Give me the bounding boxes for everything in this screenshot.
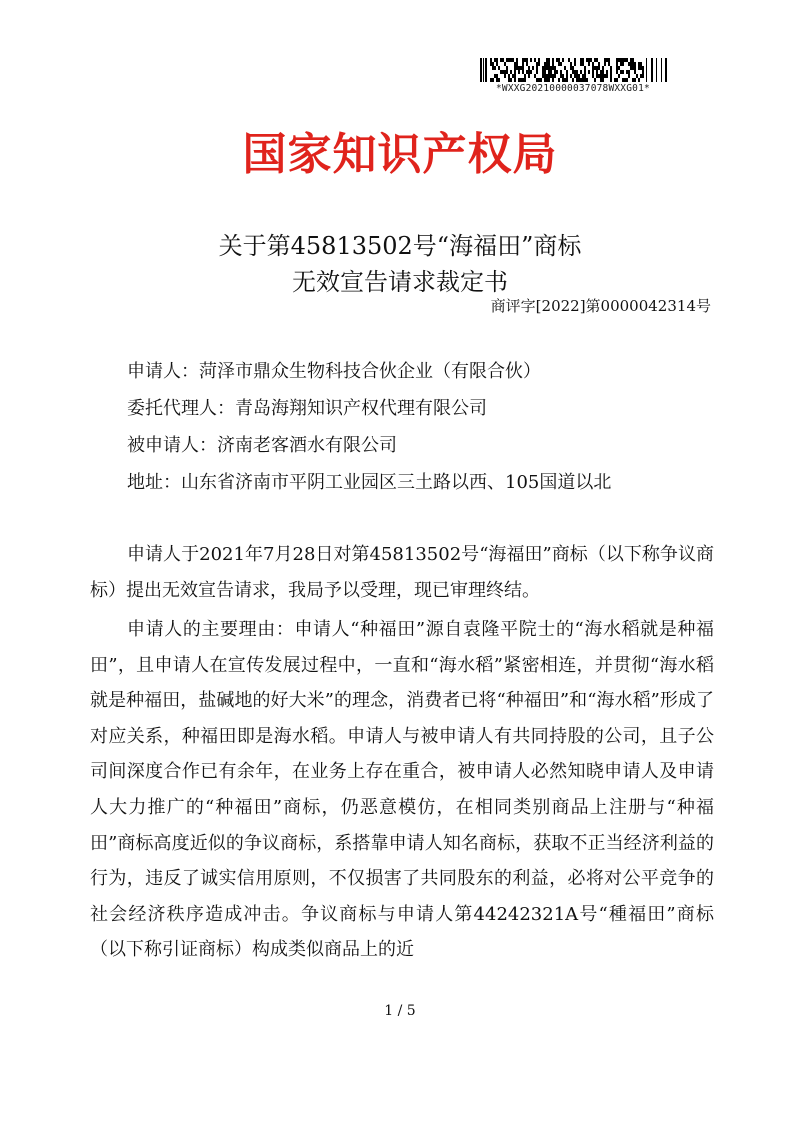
document-title-line1: 关于第45813502号“海福田”商标	[218, 232, 582, 260]
barcode-text: *WXXG20210000037078WXXG01*	[496, 83, 650, 94]
page-number: 1 / 5	[384, 1003, 416, 1019]
party-agent: 委托代理人：青岛海翔知识产权代理有限公司	[127, 398, 487, 419]
barcode-block	[478, 58, 698, 94]
office-name: 国家知识产权局	[242, 129, 558, 180]
document-title-line2: 无效宣告请求裁定书	[292, 268, 508, 296]
party-address: 地址：山东省济南市平阴工业园区三土路以西、105国道以北	[127, 472, 612, 493]
party-respondent: 被申请人：济南老客酒水有限公司	[127, 435, 397, 456]
barcode-image	[480, 58, 676, 82]
document-number: 商评字[2022]第0000042314号	[490, 297, 711, 315]
body-paragraph: 申请人于2021年7月28日对第45813502号“海福田”商标（以下称争议商标）提出无效宣告请求，我局予以受理，现已审理终结。	[90, 544, 714, 601]
party-applicant: 申请人：菏泽市鼎众生物科技合伙企业（有限合伙）	[127, 361, 541, 382]
body-paragraph: 申请人的主要理由：申请人“种福田”源自袁隆平院士的“海水稻就是种福田”，且申请人在宣传发展过程中，一直和“海水稻”紧密相连，并贯彻“海水稻就是种福田，盐碱地的好大米”的理念，消费者已将“种福田”和“海水稻”形成了对应关系，种福田即是海水稻。申请人与被申请人有共同持股的公司，且子公司间深度合作已有余年，在业务上存在重合，被申请人必然知晓申请人及申请人大力推广的“种福田”商标，仍恶意模仿，在相同类别商品上注册与“种福田”商标高度近似的争议商标，系搭靠申请人知名商标，获取不正当经济利益的行为，违反了诚实信用原则，不仅损害了共同股东的利益，必将对公平竞争的社会经济秩序造成冲击。争议商标与申请人第44242321A号“種福田”商标（以下称引证商标）构成类似商品上的近	[90, 619, 714, 961]
